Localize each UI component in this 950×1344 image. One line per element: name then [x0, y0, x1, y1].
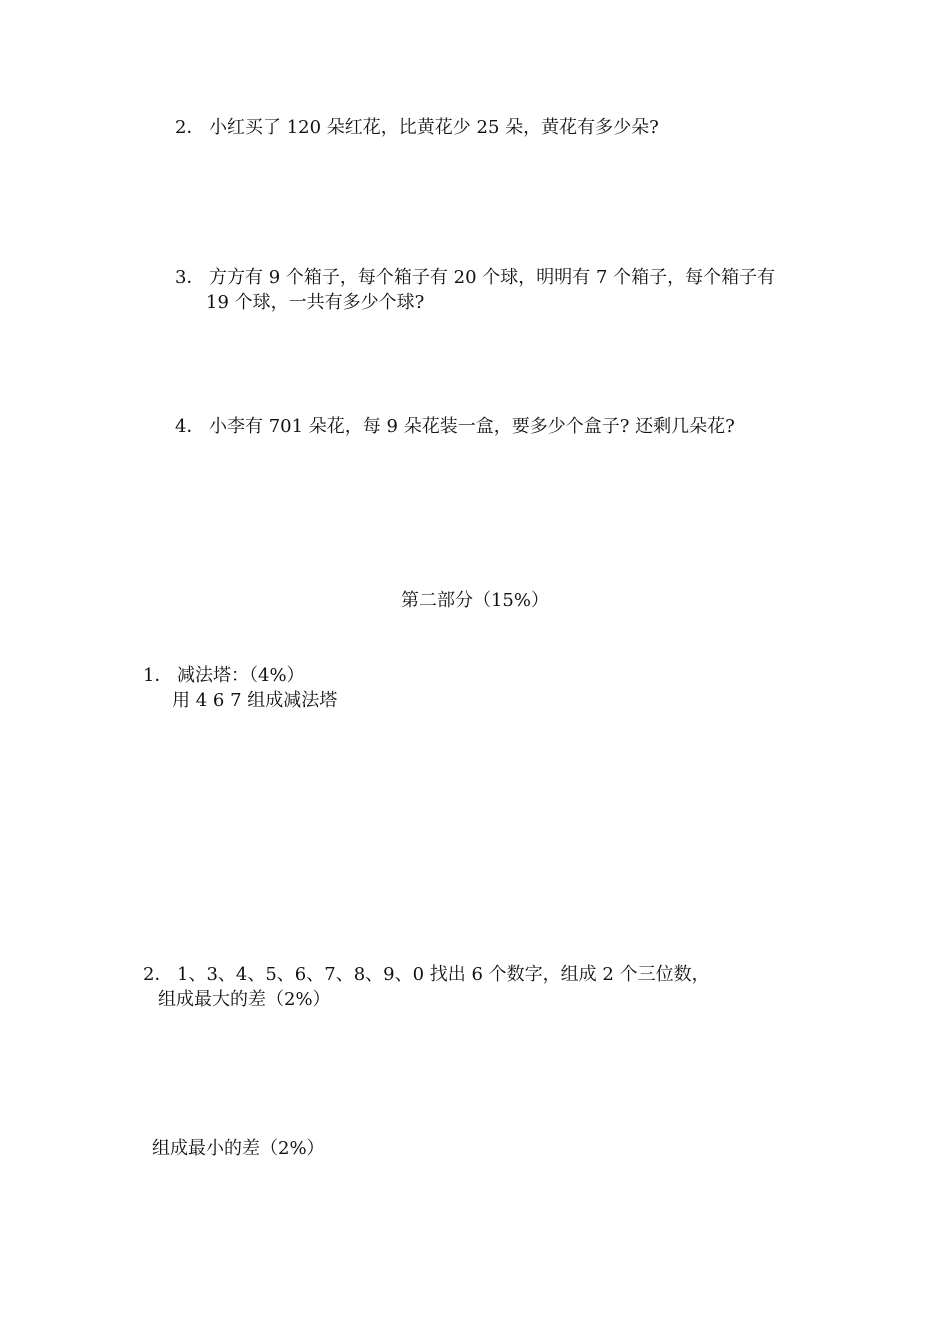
item-1-subtitle: 用 4 6 7 组成减法塔 — [172, 690, 338, 711]
item-number: 1． — [143, 665, 173, 686]
item-1-title-line — [143, 664, 305, 688]
question-number: 4． — [175, 416, 205, 437]
question-4-line — [175, 415, 735, 439]
section-title: 第二部分（15%） — [400, 590, 549, 611]
item-2-line-3: 组成最小的差（2%） — [152, 1138, 325, 1159]
item-text: 1、3、4、5、6、7、8、9、0 找出 6 个数字，组成 2 个三位数， — [177, 964, 710, 985]
item-2-line-2: 组成最大的差（2%） — [158, 989, 331, 1010]
question-3-line-1 — [175, 266, 775, 290]
item-title: 减法塔：（4%） — [177, 665, 305, 686]
question-2-line — [175, 116, 659, 140]
question-3-line-2: 19 个球，一共有多少个球? — [206, 292, 425, 313]
question-text: 方方有 9 个箱子，每个箱子有 20 个球，明明有 7 个箱子，每个箱子有 — [209, 267, 776, 288]
question-number: 2． — [175, 117, 205, 138]
item-number: 2． — [143, 964, 173, 985]
item-2-line-1 — [143, 963, 710, 987]
question-text: 小红买了 120 朵红花，比黄花少 25 朵，黄花有多少朵? — [209, 117, 659, 138]
question-number: 3． — [175, 267, 205, 288]
question-text: 小李有 701 朵花，每 9 朵花装一盒，要多少个盒子? 还剩几朵花? — [209, 416, 735, 437]
